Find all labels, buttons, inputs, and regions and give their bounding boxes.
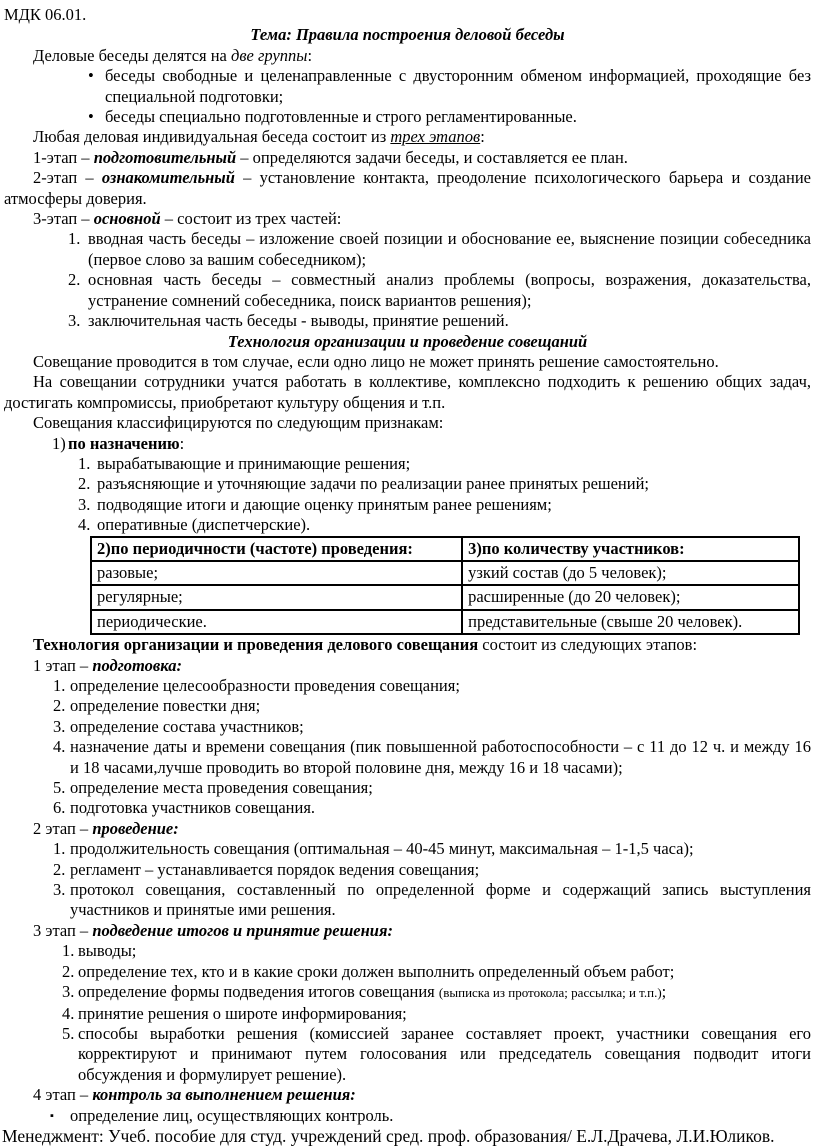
numbered-item [4,737,811,778]
list-number: 2. [68,270,81,290]
list-number: 4. [53,737,66,757]
stage-prefix: 3 этап – [33,920,93,940]
stage-name: подготовительный [93,147,237,167]
list-number: 1. [62,941,75,961]
numbered-item [4,696,811,716]
stage-heading [4,1085,811,1105]
criterion-tail: : [179,433,185,453]
stage-heading [4,656,811,676]
list-number: 5. [62,1023,75,1043]
paragraph-stages-lead [4,127,811,147]
numbered-item [4,270,811,311]
tech-lead-strong: Технология организации и проведения делового совещания [33,635,479,655]
stage-prefix: 2 этап – [33,818,93,838]
list-number: 2. [62,961,75,981]
numbered-item [4,798,811,818]
item-text: способы выработки решения (комиссией заранее составляет проект, участники совещания его корректируют и принимают путем голосования или председатель совещания подводит итоги обсуждения и формулирует решение). [78,1023,811,1084]
item-text: определение формы подведения итогов совещания [78,982,439,1002]
item-text: разъясняющие и уточняющие задачи по реализации ранее принятых решений; [97,474,650,494]
item-text: вводная часть беседы – изложение своей позиции и обоснование ее, выяснение позиции собеседника (первое слово за вашим собеседником); [88,229,811,269]
stage-name: основной [93,209,161,229]
table-row [91,537,799,561]
stages-lead-text: Любая деловая индивидуальная беседа состоит из [33,127,391,147]
item-text: принятие решения о широте информирования; [78,1003,407,1023]
bullet-item [4,66,811,107]
list-number: 4. [62,1003,75,1023]
stage-prefix: 1 этап – [33,655,93,675]
tech-lead-tail: состоит из следующих этапов: [478,635,698,655]
doc-title: Тема: Правила построения деловой беседы [250,25,565,45]
course-code: МДК 06.01. [4,5,87,24]
item-text: подготовка участников совещания. [70,798,316,818]
numbered-item [4,880,811,921]
stage-prefix: 4 этап – [33,1085,93,1105]
item-text: определение места проведения совещания; [70,778,373,798]
list-number: 2. [78,474,91,494]
bullet-icon: • [88,66,94,86]
list-number: 3. [53,716,66,736]
numbered-item [4,229,811,270]
item-text: подводящие итоги и дающие оценку принятым ранее решениям; [97,494,552,514]
table-cell: расширенные (до 20 человек); [462,585,799,609]
stage-paragraph [4,148,811,168]
table-row [91,585,799,609]
list-number: 2. [53,696,66,716]
paragraph-intro [4,46,811,66]
table-header-cell: 2)по периодичности (частоте) проведения: [91,537,462,561]
item-text: регламент – устанавливается порядок ведения совещания; [70,859,480,879]
bullet-item [4,1106,811,1126]
numbered-item [4,839,811,859]
bullet-icon: • [88,107,94,127]
stages-lead-emphasis: трех этапов [390,127,481,147]
table-cell: узкий состав (до 5 человек); [462,561,799,585]
item-text: основная часть беседы – совместный анализ проблемы (вопросы, возражения, доказательства, устранение сомнений собеседника, поиск вариантов решения); [88,270,811,310]
list-number: 1. [78,453,91,473]
square-bullet-icon: ▪ [50,1109,54,1122]
stage-name: контроль за выполнением решения: [92,1085,356,1105]
bullet-item [4,107,811,127]
table-row [91,610,799,634]
list-number: 3. [62,982,75,1002]
intro-tail: : [307,45,313,65]
item-text: оперативные (диспетчерские). [97,515,311,535]
item-text: определение повестки дня; [70,696,261,716]
numbered-item [4,311,811,331]
section-heading: Технология организации и проведение совещаний [227,331,588,351]
intro-text: Деловые беседы делятся на [33,45,232,65]
stage-prefix: 3-этап – [33,209,94,229]
numbered-item [4,962,811,982]
list-number: 5. [53,778,66,798]
stage-heading [4,819,811,839]
item-text: определение тех, кто и в какие сроки должен выполнить определенный объем работ; [78,961,675,981]
numbered-item [4,778,811,798]
paragraph-tech-lead [4,635,811,655]
item-text: заключительная часть беседы - выводы, принятие решений. [88,311,509,331]
stage-description: – состоит из трех частей: [160,209,342,229]
stage-paragraph [4,168,811,209]
numbered-item [4,717,811,737]
list-number: 1. [53,839,66,859]
numbered-item [4,982,811,1003]
paragraph: Совещание проводится в том случае, если одно лицо не может принять решение самостоятельно. [33,351,719,371]
list-number: 1. [53,676,66,695]
list-number: 4. [78,515,91,535]
numbered-item [4,1024,811,1085]
item-tail: ; [661,982,667,1002]
bullet-text: беседы специально подготовленные и строго регламентированные. [105,107,577,127]
bullet-text: беседы свободные и целенаправленные с двусторонним обменом информацией, проходящие без специальной подготовки; [105,66,811,106]
table-row [91,561,799,585]
list-number: 1. [68,229,81,249]
stage-description: – установление контакта, преодоление психологического барьера и создание атмосферы доверия. [4,168,811,208]
stage-description: – определяются задачи беседы, и составляется ее план. [236,147,628,167]
footer-reference: Менеджмент: Учеб. пособие для студ. учреждений сред. проф. образования/ Е.Л.Драчева, Л.И.Юликов. [2,1125,775,1146]
stages-lead-tail: : [480,127,485,147]
numbered-item [4,1004,811,1024]
numbered-item [4,434,811,454]
item-text: определение состава участников; [70,716,304,736]
criterion-label: по назначению [68,433,180,453]
stage-name: ознакомительный [101,168,235,188]
item-text: продолжительность совещания (оптимальная – 40-45 минут, максимальная – 1-1,5 часа); [70,839,694,859]
numbered-item [4,454,811,474]
numbered-item [4,860,811,880]
item-text: назначение даты и времени совещания (пик повышенной работоспособности – с 11 до 12 ч. и между 16 и 18 часами,лучше проводить во второй половине дня, между 16 и 18 часами); [70,737,811,777]
list-number: 2. [53,859,66,879]
stage-prefix: 1-этап – [33,147,94,167]
bullet-text: определение лиц, осуществляющих контроль. [70,1105,394,1125]
numbered-item [4,676,811,696]
paragraph: Совещания классифицируются по следующим признакам: [33,413,444,433]
item-text: определение целесообразности проведения совещания; [70,676,460,695]
table-cell: разовые; [91,561,462,585]
numbered-item [4,495,811,515]
table-header-cell: 3)по количеству участников: [462,537,799,561]
item-text: выводы; [78,941,137,961]
item-small-note: (выписка из протокола; рассылка; и т.п.) [438,985,662,1001]
numbered-item [4,474,811,494]
item-text: протокол совещания, составленный по определенной форме и содержащий запись выступления участников и принятые ими решения. [70,880,811,920]
list-number: 6. [53,798,66,818]
list-number: 3. [53,880,66,900]
intro-emphasis: две группы [231,45,308,65]
paragraph: На совещании сотрудники учатся работать в коллективе, комплексно подходить к решению общих задач, достигать компромиссы, приобретают культуру общения и т.п. [4,372,811,412]
table-cell: представительные (свыше 20 человек). [462,610,799,634]
stage-name: подготовка: [92,655,182,675]
list-number: 1) [52,433,66,453]
stage-heading [4,921,811,941]
stage-paragraph [4,209,811,229]
stage-name: проведение: [92,818,179,838]
table-cell: регулярные; [91,585,462,609]
stage-name: подведение итогов и принятие решения: [92,920,393,940]
list-number: 3. [68,311,81,331]
table-cell: периодические. [91,610,462,634]
numbered-item [4,515,811,535]
list-number: 3. [78,494,91,514]
item-text: вырабатывающие и принимающие решения; [97,453,411,473]
stage-prefix: 2-этап – [33,168,102,188]
classification-table [90,536,800,636]
numbered-item [4,941,811,961]
